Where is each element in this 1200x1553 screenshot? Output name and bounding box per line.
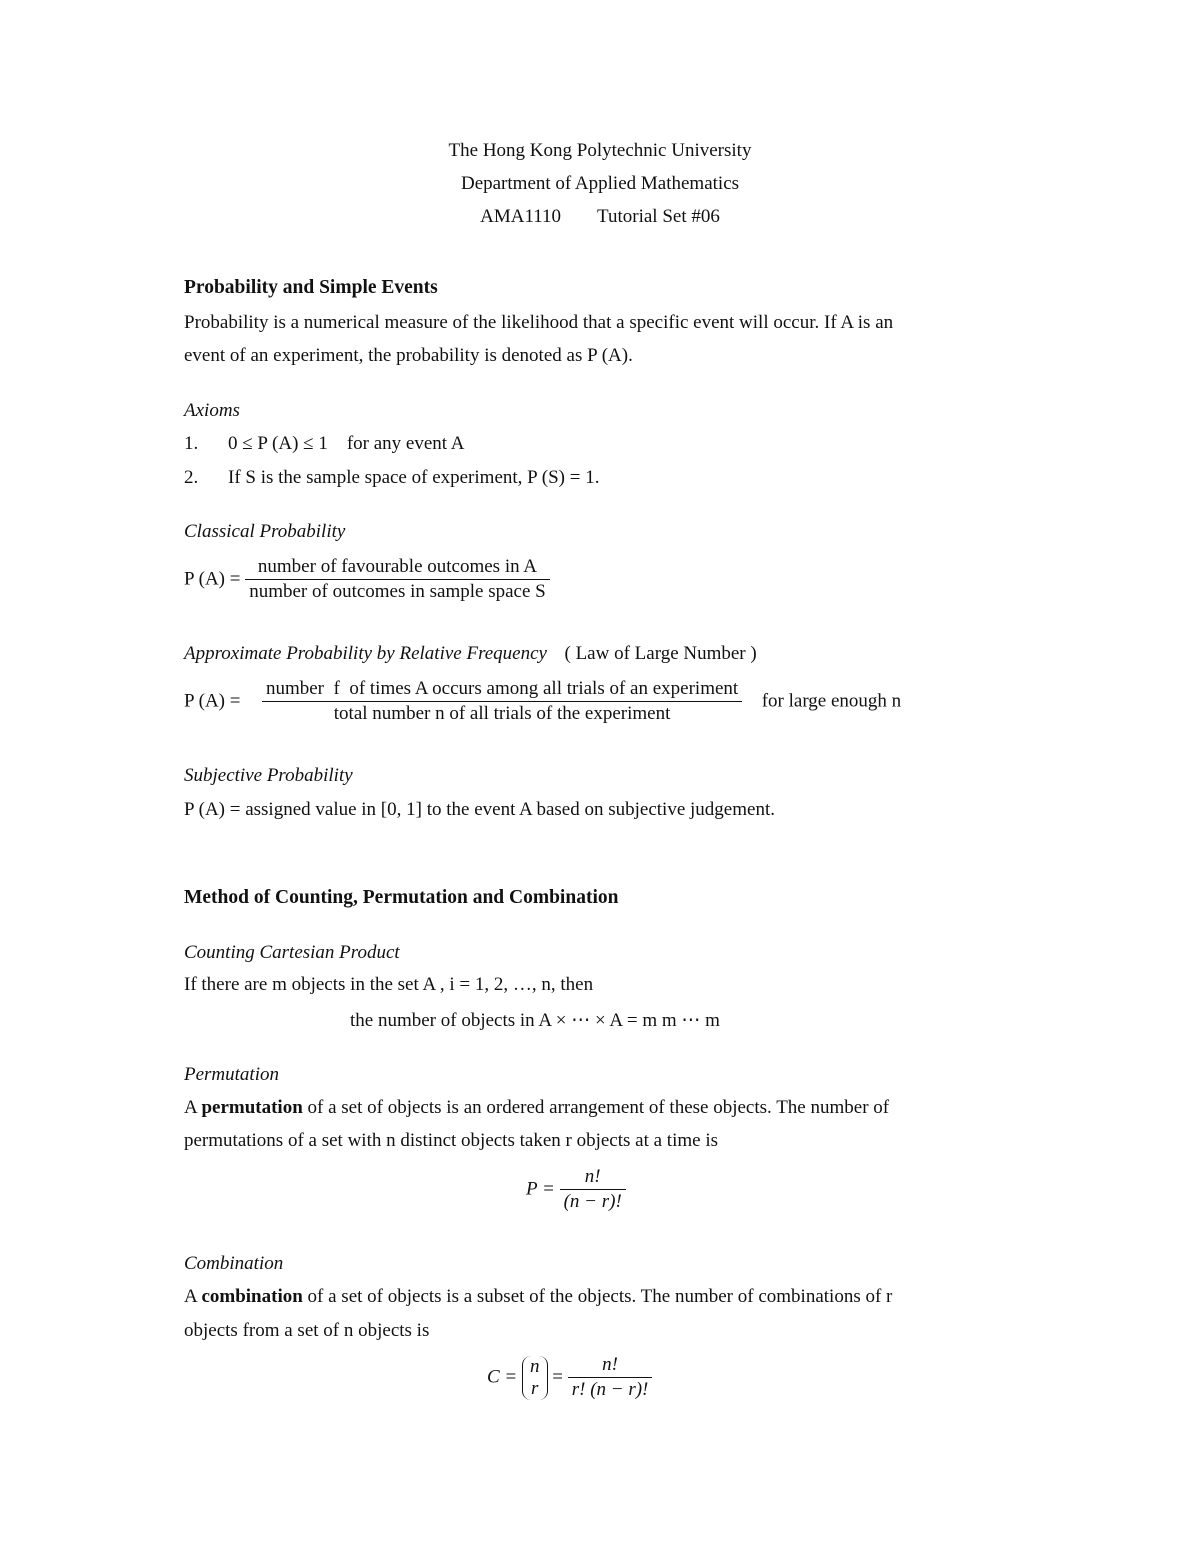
classical-formula bbox=[184, 556, 550, 603]
permutation-denominator: (n − r)! bbox=[563, 1191, 622, 1212]
intro-line-2: event of an experiment, the probability is denoted as P (A). bbox=[184, 345, 633, 366]
combination-line-1 bbox=[184, 1286, 892, 1308]
combination-line-1-rest: of a set of objects is a subset of the objects. The number of combinations of r bbox=[307, 1286, 893, 1307]
axiom-2-number: 2. bbox=[184, 467, 199, 488]
subjective-text: P (A) = assigned value in [0, 1] to the event A based on subjective judgement. bbox=[184, 799, 775, 820]
permutation-fraction bbox=[560, 1166, 626, 1213]
course-line bbox=[0, 206, 1200, 228]
cartesian-formula: the number of objects in A × ⋯ × A = m m ⋯ m bbox=[350, 1010, 720, 1031]
combination-line-2: objects from a set of n objects is bbox=[184, 1320, 430, 1341]
permutation-term: permutation bbox=[201, 1097, 303, 1118]
subjective-heading: Subjective Probability bbox=[184, 765, 353, 786]
relative-formula bbox=[184, 678, 901, 725]
cartesian-heading: Counting Cartesian Product bbox=[184, 942, 400, 963]
relative-heading: Approximate Probability by Relative Frequency bbox=[184, 643, 547, 664]
classical-denominator: number of outcomes in sample space S bbox=[249, 581, 546, 602]
permutation-heading: Permutation bbox=[184, 1064, 279, 1085]
cartesian-line: If there are m objects in the set A , i = 1, 2, …, n, then bbox=[184, 974, 594, 995]
course-code: AMA1110 bbox=[480, 206, 562, 227]
combination-term: combination bbox=[201, 1286, 303, 1307]
section-title-probability: Probability and Simple Events bbox=[184, 277, 438, 298]
university-name: The Hong Kong Polytechnic University bbox=[448, 140, 752, 161]
binomial-bottom: r bbox=[531, 1377, 539, 1399]
relative-numerator: number f of times A occurs among all trials of an experiment bbox=[262, 678, 742, 702]
classical-heading: Classical Probability bbox=[184, 521, 346, 542]
permutation-numerator: n! bbox=[560, 1166, 626, 1190]
classical-lhs: P (A) = bbox=[184, 568, 241, 590]
combination-denominator: r! (n − r)! bbox=[571, 1379, 649, 1400]
intro-line-1: Probability is a numerical measure of the likelihood that a specific event will occur. If A is an bbox=[184, 312, 894, 333]
section-title-counting: Method of Counting, Permutation and Combination bbox=[184, 887, 619, 908]
axiom-2 bbox=[184, 467, 198, 489]
axiom-2-text: If S is the sample space of experiment, P (S) = 1. bbox=[228, 467, 600, 488]
department-name: Department of Applied Mathematics bbox=[460, 173, 740, 194]
combination-line-1-start: A bbox=[184, 1286, 197, 1307]
relative-condition: for large enough n bbox=[761, 690, 902, 712]
axioms-heading: Axioms bbox=[184, 400, 240, 421]
binomial-coefficient bbox=[522, 1356, 548, 1400]
axiom-1 bbox=[184, 433, 198, 455]
permutation-formula bbox=[526, 1166, 626, 1213]
relative-lhs: P (A) = bbox=[184, 690, 241, 712]
axiom-1-number: 1. bbox=[184, 433, 199, 454]
combination-numerator: n! bbox=[568, 1354, 653, 1378]
permutation-line-1-start: A bbox=[184, 1097, 197, 1118]
classical-fraction bbox=[245, 556, 550, 603]
combination-formula: C = n r = $\frac{n!}{r! (n - r)!}$ bbox=[487, 1354, 652, 1401]
combination-fraction bbox=[568, 1354, 653, 1401]
permutation-line-1-rest: of a set of objects is an ordered arrangement of these objects. The number of bbox=[307, 1097, 890, 1118]
relative-note: ( Law of Large Number ) bbox=[564, 643, 757, 664]
combination-heading: Combination bbox=[184, 1253, 284, 1274]
relative-denominator: total number n of all trials of the experiment bbox=[333, 703, 671, 724]
relative-fraction bbox=[262, 678, 742, 725]
axiom-1-text: 0 ≤ P (A) ≤ 1 for any event A bbox=[228, 433, 465, 454]
relative-heading-line bbox=[184, 643, 757, 665]
permutation-line-1 bbox=[184, 1097, 889, 1119]
combination-lhs: C = bbox=[487, 1366, 518, 1388]
binomial-top: n bbox=[530, 1355, 540, 1377]
classical-numerator: number of favourable outcomes in A bbox=[245, 556, 550, 580]
permutation-line-2: permutations of a set with n distinct objects taken r objects at a time is bbox=[184, 1130, 718, 1151]
permutation-lhs: P = bbox=[526, 1178, 555, 1200]
tutorial-set: Tutorial Set #06 bbox=[597, 206, 720, 227]
